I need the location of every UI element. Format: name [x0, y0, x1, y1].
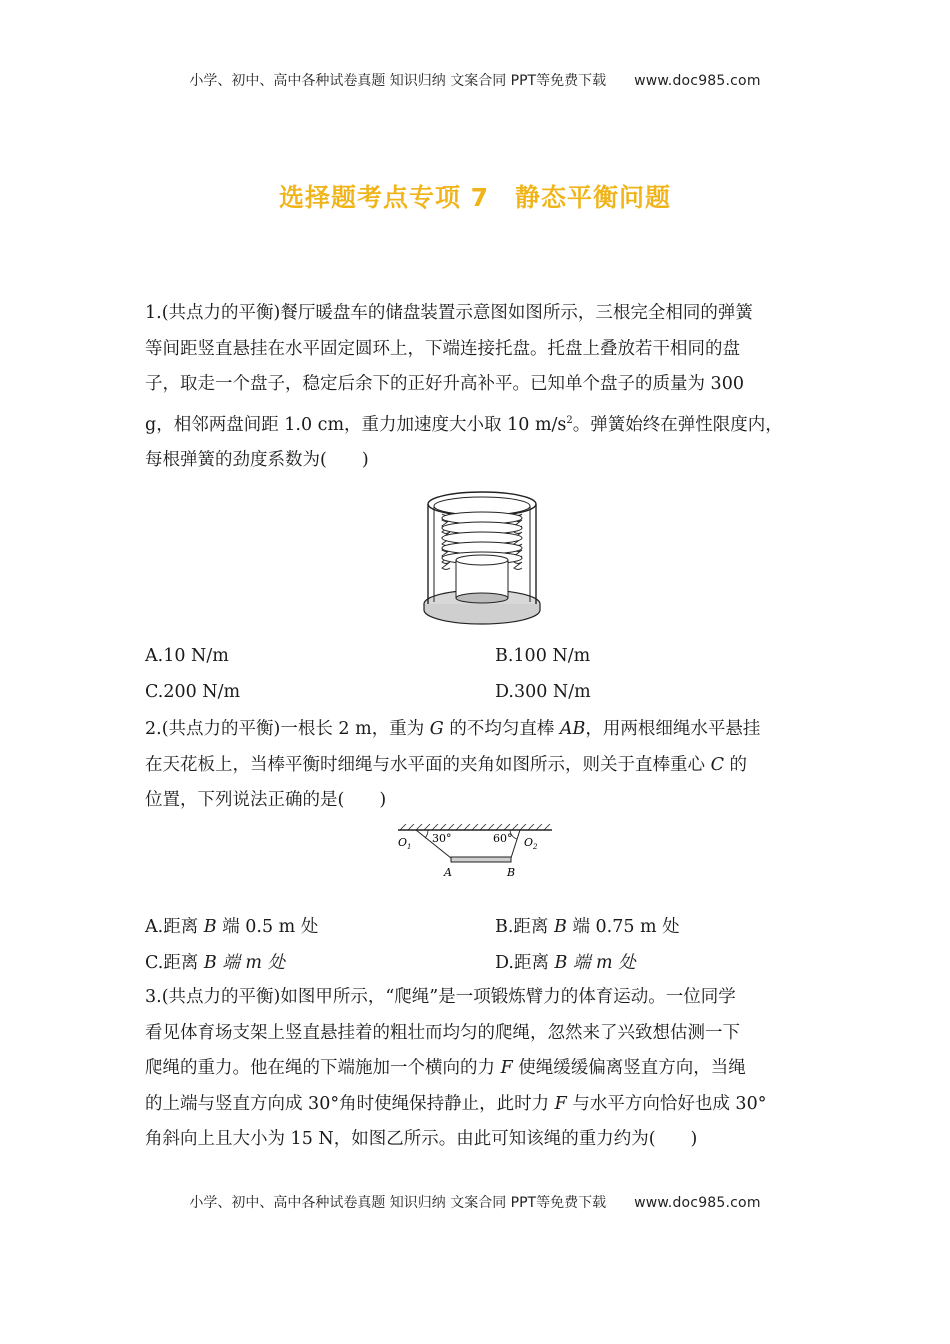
q3-line-5: 角斜向上且大小为 15 N，如图乙所示。由此可知该绳的重力约为( ): [145, 1129, 698, 1150]
question-2: [145, 712, 807, 819]
q1-option-b[interactable]: B.100 N/m: [495, 646, 591, 666]
question-1: [145, 296, 807, 479]
q3-line-1: 3.(共点力的平衡)如图甲所示，“爬绳”是一项锻炼臂力的体育运动。一位同学: [145, 987, 736, 1007]
q1-line-4: g，相邻两盘间距 1.0 cm，重力加速度大小取 10 $m/s^2$。弹簧始终在弹性限度内，: [145, 414, 783, 435]
footer-site-link[interactable]: www.doc985.com: [634, 1195, 761, 1211]
q2-line-2: 在天花板上，当棒平衡时细绳与水平面的夹角如图所示，则关于直棒重心 C 的: [145, 754, 748, 775]
q3-line-4: 的上端与竖直方向成 30°角时使绳保持静止，此时力 F 与水平方向恰好也成 30°: [145, 1093, 767, 1114]
q1-line-2: 等间距竖直悬挂在水平固定圆环上，下端连接托盘。托盘上叠放若干相同的盘: [145, 338, 740, 359]
rod-hanging-figure: [394, 822, 556, 880]
q2-option-c[interactable]: C.距离 B 端 m 处: [145, 953, 286, 973]
label-b: B: [507, 866, 516, 879]
q2-line-3: 位置，下列说法正确的是( ): [145, 790, 387, 811]
q3-line-2: 看见体育场支架上竖直悬挂着的粗壮而均匀的爬绳，忽然来了兴致想估测一下: [145, 1022, 740, 1043]
label-angle-30: 30°: [432, 832, 452, 845]
q1-option-d[interactable]: D.300 N/m: [495, 682, 591, 702]
label-o1: $O_1$: [398, 836, 412, 851]
label-angle-60: 60°: [493, 832, 513, 845]
q1-line-5: 每根弹簧的劲度系数为( ): [145, 450, 369, 471]
q2-line-1: 2.(共点力的平衡)一根长 2 m，重为 G 的不均匀直棒 AB，用两根细绳水平悬挂: [145, 719, 761, 739]
title-topic: 静态平衡问题: [515, 183, 672, 212]
page-header: [0, 70, 950, 90]
label-a: A: [444, 866, 452, 879]
title-main: 选择题考点专项 7: [278, 183, 490, 212]
q1-option-c[interactable]: C.200 N/m: [145, 682, 241, 702]
footer-text: 小学、初中、高中各种试卷真题 知识归纳 文案合同 PPT等免费下载: [189, 1195, 607, 1211]
q2-option-b[interactable]: B.距离 B 端 0.75 m 处: [495, 917, 680, 937]
plate-warmer-figure: [410, 488, 555, 626]
page-title: [0, 178, 950, 214]
header-text: 小学、初中、高中各种试卷真题 知识归纳 文案合同 PPT等免费下载: [189, 73, 607, 89]
q2-option-d[interactable]: D.距离 B 端 m 处: [495, 953, 636, 973]
label-o2: $O_2$: [524, 836, 538, 851]
q2-option-a[interactable]: A.距离 B 端 0.5 m 处: [145, 917, 319, 937]
q3-line-3: 爬绳的重力。他在绳的下端施加一个横向的力 F 使绳缓缓偏离竖直方向，当绳: [145, 1058, 746, 1079]
question-3: [145, 980, 807, 1158]
q1-line-1: 1.(共点力的平衡)餐厅暖盘车的储盘装置示意图如图所示，三根完全相同的弹簧: [145, 303, 753, 323]
header-site-link[interactable]: www.doc985.com: [634, 73, 761, 89]
q1-option-a[interactable]: A.10 N/m: [145, 646, 229, 666]
q1-line-3: 子，取走一个盘子，稳定后余下的正好升高补平。已知单个盘子的质量为 300: [145, 374, 744, 395]
page-footer: [0, 1192, 950, 1212]
